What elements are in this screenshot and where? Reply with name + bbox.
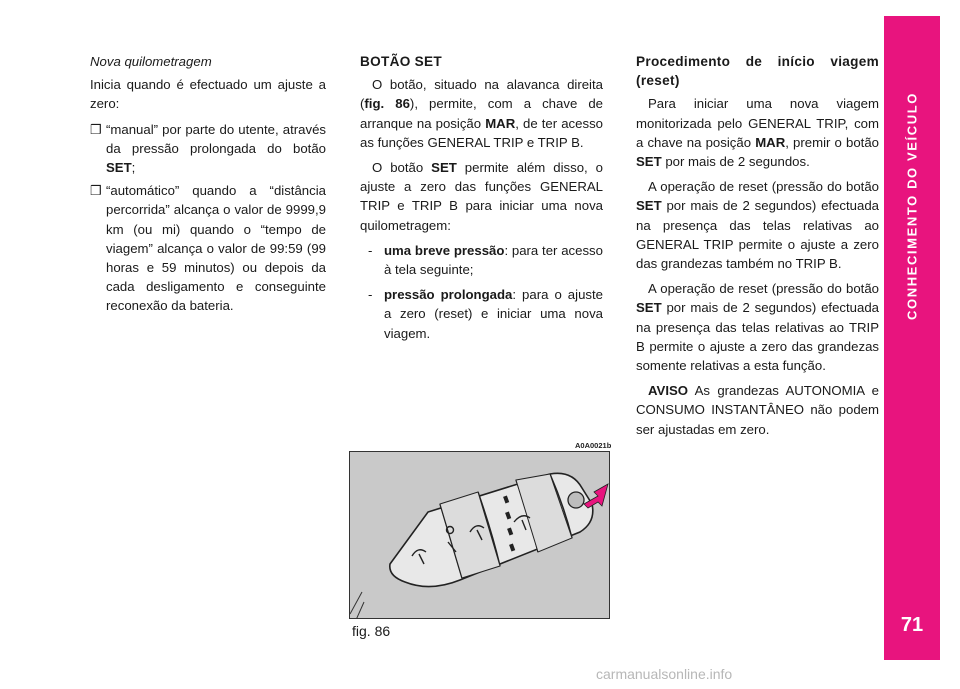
paragraph: O botão, situado na alavanca direita (fig. 86), permite, com a chave de arranque na posição MAR, de ter acesso as funções GENERAL TRIP e TRIP B. bbox=[360, 77, 604, 150]
figure-code: A0A0021b bbox=[575, 441, 612, 450]
paragraph: A operação de reset (pressão do botão SET por mais de 2 segundos) efectuada na presença das telas relativas ao TRIP B permite o ajuste a zero das grandezas somente relativas a esta função. bbox=[636, 281, 879, 374]
list-item bbox=[90, 181, 326, 315]
column-middle bbox=[360, 52, 603, 349]
watermark-text: carmanualsonline.info bbox=[596, 666, 733, 682]
section-heading: Procedimento de início viagem (reset) bbox=[636, 54, 879, 89]
list-item bbox=[90, 120, 326, 178]
chapter-title: CONHECIMENTO DO VEÍCULO bbox=[904, 92, 920, 320]
paragraph: Para iniciar uma nova viagem monitorizada pelo GENERAL TRIP, com a chave na posição MAR, premir o botão SET por mais de 2 segundos. bbox=[636, 96, 879, 170]
page-number: 71 bbox=[900, 614, 924, 636]
intro-text: Inicia quando é efectuado um ajuste a zero: bbox=[90, 77, 326, 112]
warning-note: AVISO As grandezas AUTONOMIA e CONSUMO INSTANTÂNEO não podem ser ajustadas em zero. bbox=[636, 383, 879, 437]
figure-reference-link[interactable]: fig. 86 bbox=[364, 96, 410, 112]
checkbox-bullet-icon: ❒ bbox=[90, 183, 102, 199]
section-heading: BOTÃO SET bbox=[360, 54, 442, 69]
figure-label: fig. 86 bbox=[352, 623, 391, 639]
bullet-text: “automático” quando a “distância percorrida” alcança o valor de 9999,9 km (ou mi) quando o “tempo de viagem” alcança o valor de 99:59 (99 horas e 59 minutos) ou depois da cada desligamento e conseguinte reconexão da bateria. bbox=[106, 183, 326, 314]
right-lever-drawing bbox=[350, 452, 610, 619]
checkbox-bullet-icon: ❒ bbox=[90, 121, 102, 137]
list-item: - uma breve pressão: para ter acesso à tela seguinte; bbox=[368, 242, 603, 278]
paragraph: A operação de reset (pressão do botão SET por mais de 2 segundos) efectuada na presença das telas relativas ao GENERAL TRIP permite o ajuste a zero das grandezas também no TRIP B. bbox=[636, 179, 879, 272]
bullet-text: “manual” por parte do utente, através da pressão prolongada do botão SET; bbox=[106, 121, 326, 176]
list-item: - pressão prolongada: para o ajuste a zero (reset) e iniciar uma nova viagem. bbox=[368, 287, 603, 341]
paragraph: O botão SET permite além disso, o ajuste a zero das funções GENERAL TRIP e TRIP B para iniciar uma nova quilometragem: bbox=[360, 160, 603, 233]
column-right bbox=[636, 52, 879, 445]
section-title: Nova quilometragem bbox=[90, 54, 212, 69]
figure-86-lever-illustration bbox=[349, 451, 610, 619]
column-left bbox=[90, 52, 326, 320]
